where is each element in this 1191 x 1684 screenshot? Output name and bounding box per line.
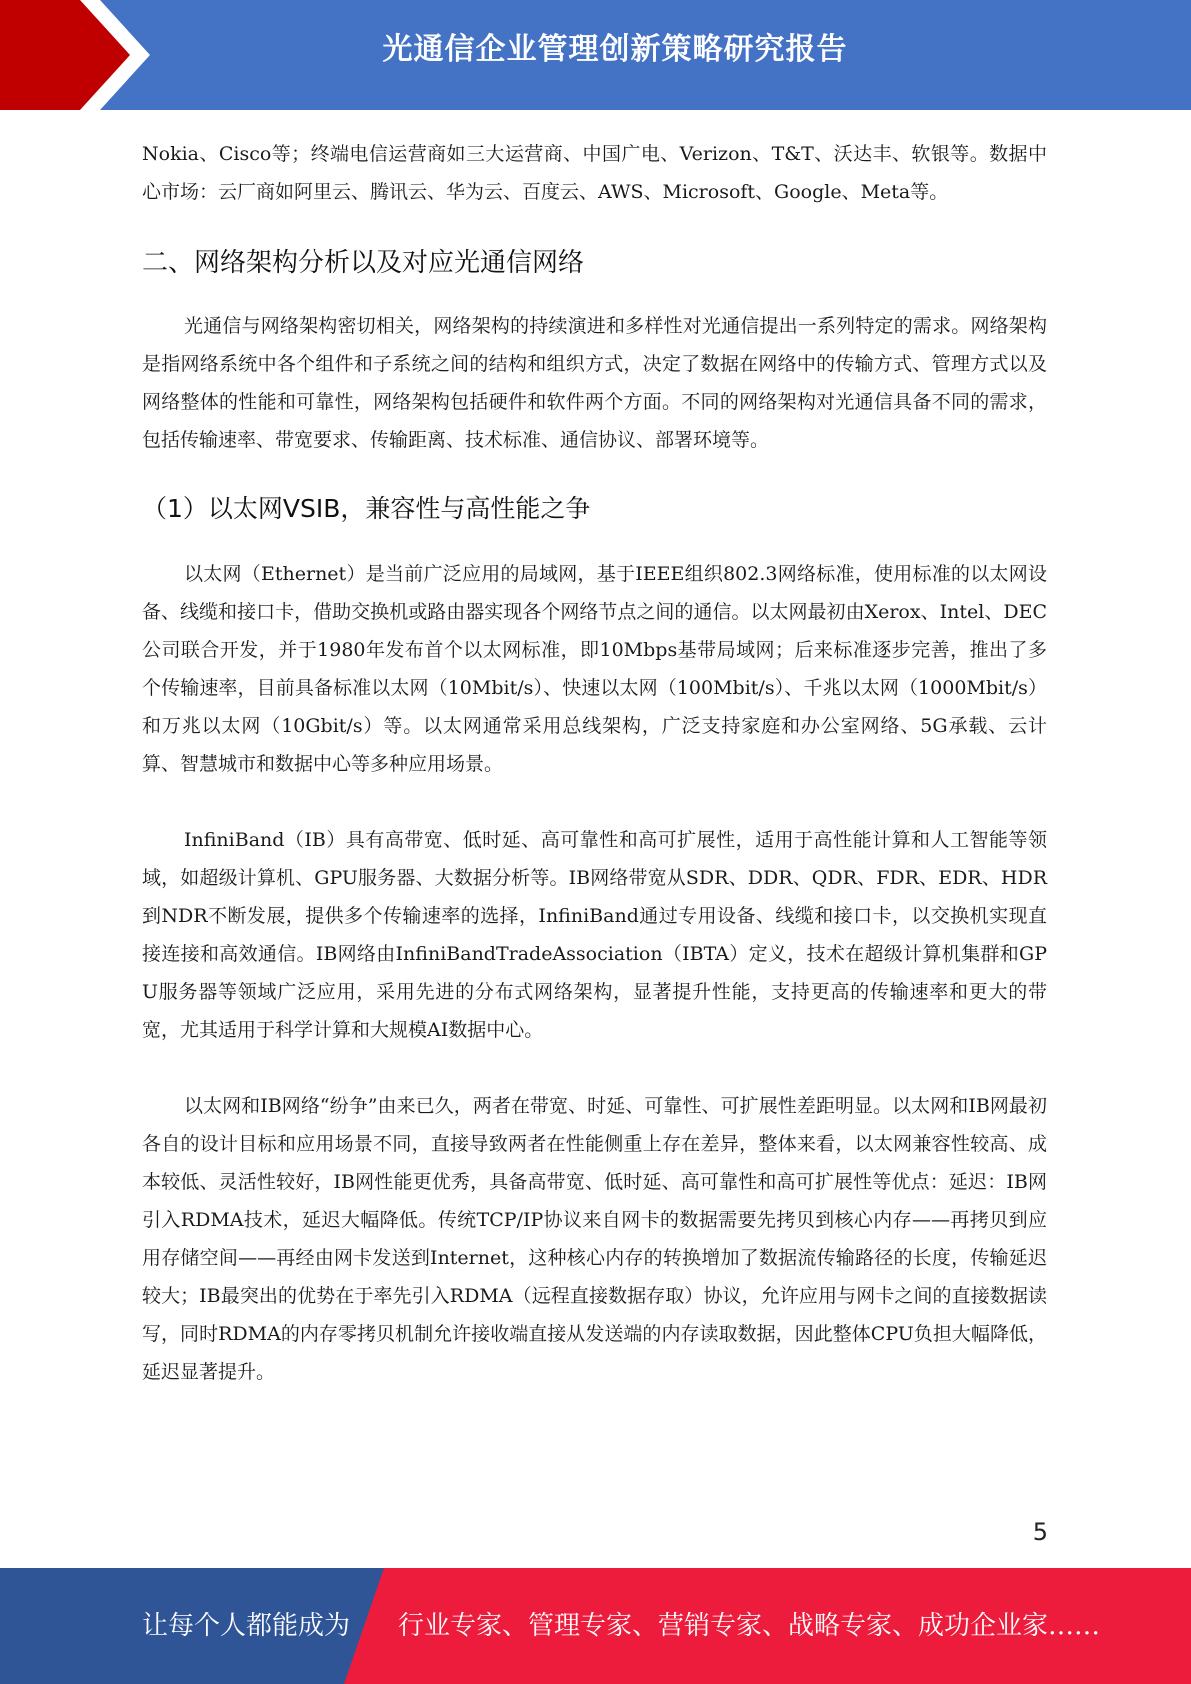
page-footer	[0, 1568, 1191, 1684]
footer-slogan-left: 让每个人都能成为	[142, 1611, 351, 1641]
section-heading: 二、网络架构分析以及对应光通信网络	[142, 248, 585, 278]
page-header	[0, 0, 1191, 110]
section-paragraph: 光通信与网络架构密切相关，网络架构的持续演进和多样性对光通信提出一系列特定的需求。网络架构是指网络系统中各个组件和子系统之间的结构和组织方式，决定了数据在网络中的传输方式、管理方式以及网络整体的性能和可靠性，网络架构包括硬件和软件两个方面。不同的网络架构对光通信具备不同的需求，包括传输速率、带宽要求、传输距离、技术标准、通信协议、部署环境等。	[142, 315, 1047, 451]
header-title: 光通信企业管理创新策略研究报告	[382, 32, 848, 67]
intro-paragraph: Nokia、Cisco等；终端电信运营商如三大运营商、中国广电、Verizon、T&T、沃达丰、软银等。数据中心市场：云厂商如阿里云、腾讯云、华为云、百度云、AWS、Microsoft、Google、Meta等。	[142, 143, 1047, 203]
infiniband-paragraph: InfiniBand（IB）具有高带宽、低时延、高可靠性和高可扩展性，适用于高性能计算和人工智能等领域，如超级计算机、GPU服务器、大数据分析等。IB网络带宽从SDR、DDR、QDR、FDR、EDR、HDR到NDR不断发展，提供多个传输速率的选择，InfiniBand通过专用设备、线缆和接口卡，以交换机实现直接连接和高效通信。IB网络由InfiniBandTradeAssociation（IBTA）定义，技术在超级计算机集群和GPU服务器等领域广泛应用，采用先进的分布式网络架构，显著提升性能，支持更高的传输速率和更大的带宽，尤其适用于科学计算和大规模AI数据中心。	[142, 829, 1047, 1041]
comparison-paragraph: 以太网和IB网络“纷争”由来已久，两者在带宽、时延、可靠性、可扩展性差距明显。以太网和IB网最初各自的设计目标和应用场景不同，直接导致两者在性能侧重上存在差异，整体来看，以太网兼容性较高、成本较低、灵活性较好，IB网性能更优秀，具备高带宽、低时延、高可靠性和高可扩展性等优点：延迟：IB网引入RDMA技术，延迟大幅降低。传统TCP/IP协议来自网卡的数据需要先拷贝到核心内存——再拷贝到应用存储空间——再经由网卡发送到Internet，这种核心内存的转换增加了数据流传输路径的长度，传输延迟较大；IB最突出的优势在于率先引入RDMA（远程直接数据存取）协议，允许应用与网卡之间的直接数据读写，同时RDMA的内存零拷贝机制允许接收端直接从发送端的内存读取数据，因此整体CPU负担大幅降低，延迟显著提升。	[142, 1095, 1047, 1383]
document-body	[142, 135, 1047, 1391]
subsection-heading: （1）以太网VSIB，兼容性与高性能之争	[142, 494, 591, 523]
page-number: 5	[1032, 1518, 1048, 1546]
ethernet-paragraph: 以太网（Ethernet）是当前广泛应用的局域网，基于IEEE组织802.3网络标准，使用标准的以太网设备、线缆和接口卡，借助交换机或路由器实现各个网络节点之间的通信。以太网最初由Xerox、Intel、DEC公司联合开发，并于1980年发布首个以太网标准，即10Mbps基带局域网；后来标准逐步完善，推出了多个传输速率，目前具备标准以太网（10Mbit/s）、快速以太网（100Mbit/s）、千兆以太网（1000Mbit/s）和万兆以太网（10Gbit/s）等。以太网通常采用总线架构，广泛支持家庭和办公室网络、5G承载、云计算、智慧城市和数据中心等多种应用场景。	[142, 563, 1047, 775]
footer-slogan-right: 行业专家、管理专家、营销专家、战略专家、成功企业家……	[398, 1611, 1101, 1641]
